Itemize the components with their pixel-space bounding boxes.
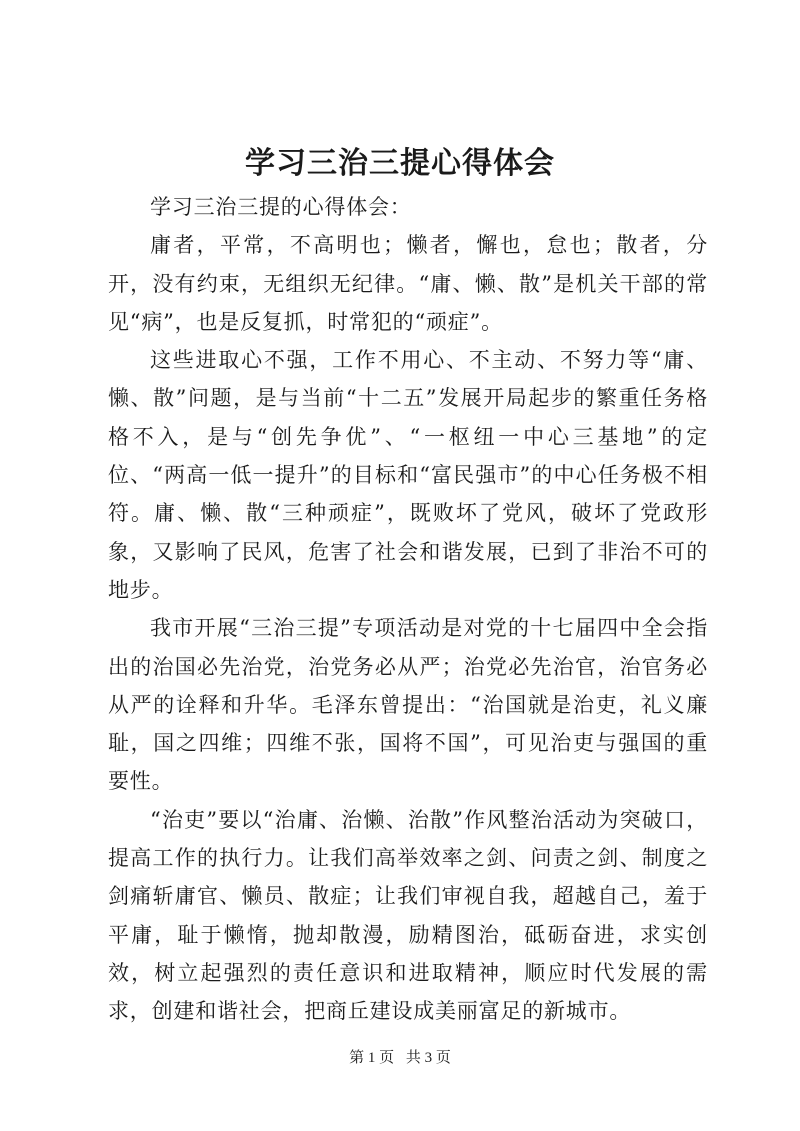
document-title: 学习三治三提心得体会 xyxy=(245,146,555,181)
document-body xyxy=(108,188,708,1031)
paragraph-conclusion: “治吏”要以“治庸、治懒、治散”作风整治活动为突破口，提高工作的执行力。让我们高举效率之剑、问责之剑、制度之剑痛斩庸官、懒员、散症；让我们审视自我，超越自己，羞于平庸，耻于懒惰，抛却散漫，励精图治，砥砺奋进，求实创效，树立起强烈的责任意识和进取精神，顺应时代发展的需求，创建和谐社会，把商丘建设成美丽富足的新城市。 xyxy=(108,807,708,1024)
paragraph-problems: 这些进取心不强，工作不用心、不主动、不努力等“庸、懒、散”问题，是与当前“十二五”发展开局起步的繁重任务格格不入，是与“创先争优”、“一枢纽一中心三基地”的定位、“两高一低一提升”的目标和“富民强市”的中心任务极不相符。庸、懒、散“三种顽症”，既败坏了党风，破坏了党政形象，又影响了民风，危害了社会和谐发展，已到了非治不可的地步。 xyxy=(108,348,708,602)
paragraph-definition: 庸者，平常，不高明也；懒者，懈也，怠也；散者，分开，没有约束，无组织无纪律。“庸、懒、散”是机关干部的常见“病”，也是反复抓，时常犯的“顽症”。 xyxy=(108,233,708,334)
paragraph-activity: 我市开展“三治三提”专项活动是对党的十七届四中全会指出的治国必先治党，治党务必从严；治党必先治官，治官务必从严的诠释和升华。毛泽东曾提出：“治国就是治吏，礼义廉耻，国之四维；四维不张，国将不国”，可见治吏与强国的重要性。 xyxy=(108,616,708,794)
paragraph-intro: 学习三治三提的心得体会： xyxy=(150,195,412,219)
page-number: 第 1 页 xyxy=(349,1050,395,1066)
page-footer xyxy=(0,1046,800,1067)
page-total: 共 3 页 xyxy=(405,1050,451,1066)
